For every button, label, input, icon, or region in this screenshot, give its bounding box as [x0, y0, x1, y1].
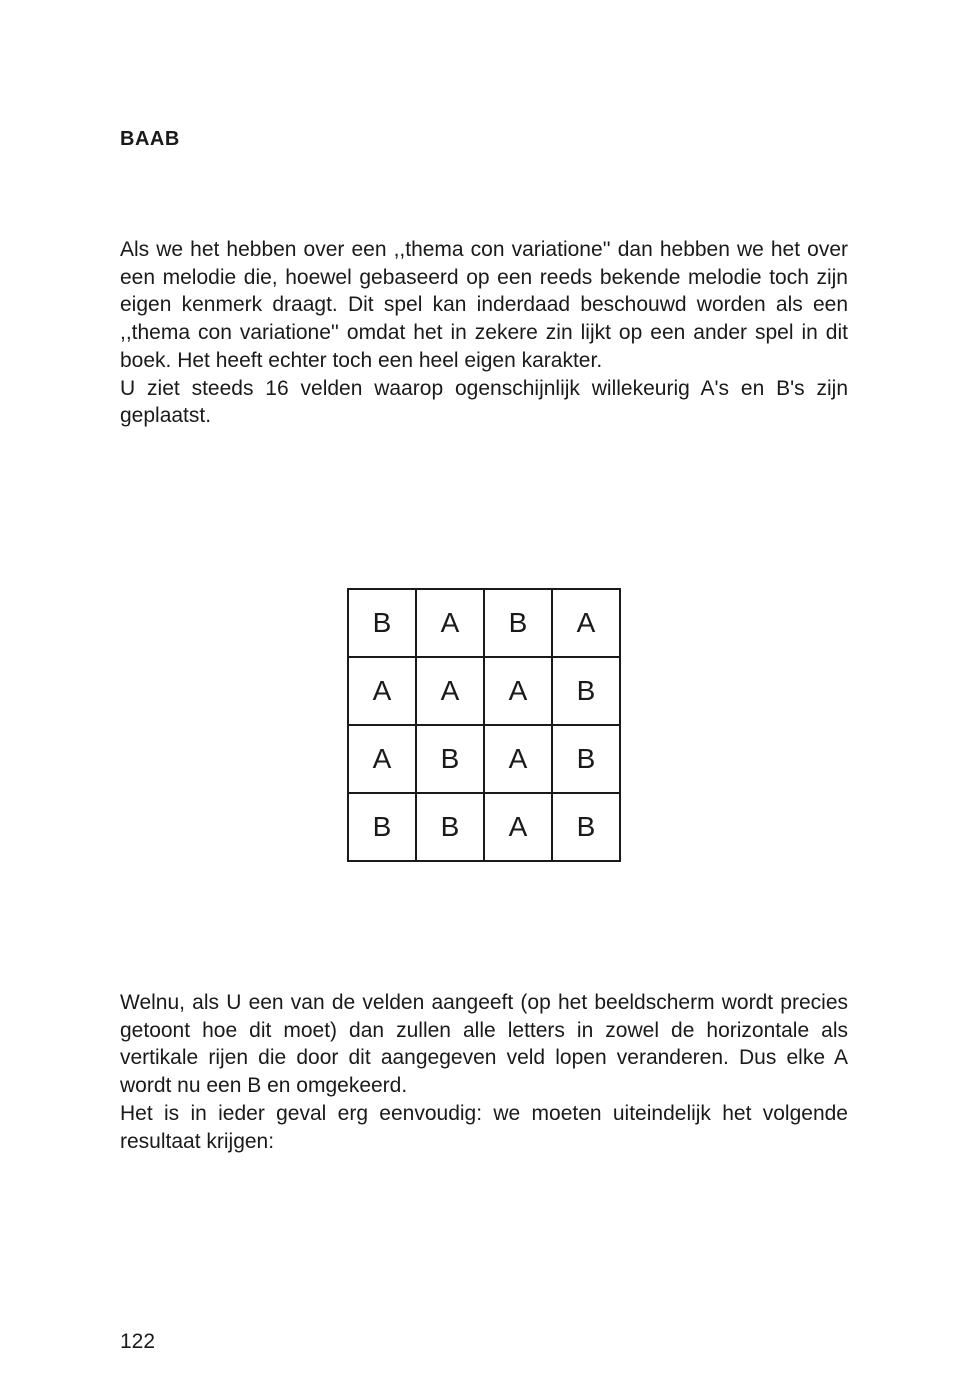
explanation-paragraph: Welnu, als U een van de velden aangeeft (op het beeldscherm wordt precies getoont hoe dit moet) dan zullen alle letters in zowel de horizontale als vertikale rijen die door dit aangegeven veld lopen veranderen. Dus elke A wordt nu een B en omgekeerd. [120, 991, 848, 1098]
intro-paragraph: U ziet steeds 16 velden waarop ogenschijnlijk willekeurig A's en B's zijn geplaatst. [120, 376, 848, 428]
grid-cell: A [348, 657, 416, 725]
grid-cell: B [416, 725, 484, 793]
explanation-section [120, 989, 848, 1155]
grid-cell: A [416, 657, 484, 725]
grid-cell: A [484, 725, 552, 793]
grid-cell: A [484, 657, 552, 725]
grid-cell: A [348, 725, 416, 793]
grid-cell: B [348, 793, 416, 861]
grid-cell: A [484, 793, 552, 861]
page-number: 122 [120, 1330, 156, 1353]
intro-section [120, 236, 848, 430]
grid-row [348, 589, 620, 657]
grid-row [348, 725, 620, 793]
grid-cell: B [552, 725, 620, 793]
grid-cell: B [416, 793, 484, 861]
grid-row [348, 793, 620, 861]
grid-row [348, 657, 620, 725]
grid-cell: B [484, 589, 552, 657]
grid-cell: B [552, 793, 620, 861]
page-title: BAAB [120, 128, 180, 150]
grid-cell: B [552, 657, 620, 725]
explanation-paragraph: Het is in ieder geval erg eenvoudig: we moeten uiteindelijk het volgende resultaat krijgen: [120, 1101, 848, 1153]
grid-cell: A [552, 589, 620, 657]
grid-cell: A [416, 589, 484, 657]
intro-paragraph: Als we het hebben over een ,,thema con variatione'' dan hebben we het over een melodie die, hoewel gebaseerd op een reeds bekende melodie toch zijn eigen kenmerk draagt. Dit spel kan inderdaad beschouwd worden als een ,,thema con variatione'' omdat het in zekere zin lijkt op een ander spel in dit boek. Het heeft echter toch een heel eigen karakter. [120, 238, 848, 372]
grid-cell: B [348, 589, 416, 657]
letter-grid [347, 588, 621, 862]
